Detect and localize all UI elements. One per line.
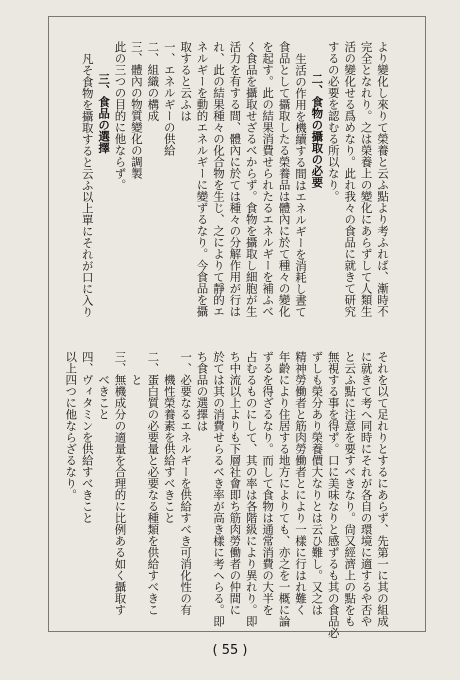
list-item: 二、蛋白質の必要量と必要なる種類を供給すべきこ (146, 351, 161, 616)
text-line: 年齡により住居する地方によりても、亦之を一概に論 (277, 351, 292, 627)
text-line: ち中流以上よりも下層社會即ち筋肉勞働者の仲間に (228, 351, 243, 616)
text-line: 此の三つの目的に他ならず。 (113, 41, 128, 191)
text-line: ち食品の選擇は (195, 351, 210, 432)
list-item: 一、必要なるエネルギーを供給すべき可消化性の有 (179, 351, 194, 616)
text-line: 完全となれり。之は榮養上の變化にあらずして人類生 (359, 41, 374, 317)
text-line: を起す。此の結果消費せられたるエネルギーを補ふべ (261, 41, 276, 317)
text-line: 於ては其の消費せらるべき率が高き樣に考へらる。即 (211, 351, 226, 627)
lower-text-block (63, 351, 391, 639)
list-item: 三、無機成分の適量を合理的に比例ある如く攝取す (113, 351, 128, 616)
text-line: 無視する事を得ず。口に美味なりと感ずるも其の食品必 (326, 351, 341, 639)
text-line: く食品を攝取せざるべからず。食物を攝取し細胞が生 (244, 41, 259, 317)
text-line: 精神勞働者と筋肉勞働者とにより一樣に行はれ難く (293, 351, 308, 616)
text-line: 生活の作用を機續する間はエネルギーを消耗し晝て (293, 53, 308, 318)
section-heading: 三、食品の選擇 (97, 73, 112, 154)
text-line: に就きて考へ同時にそれが各自の環境に適するや否や (359, 351, 374, 627)
text-line: それを以て足れりとするにあらず、先第一に其の組成 (376, 351, 390, 627)
text-line: れ、此の結果種々の化合物を生じ、之によりて靜的エ (211, 41, 226, 317)
text-line: 取すると云ふは (179, 41, 194, 122)
section-heading: 二、食物の攝取の必要 (310, 73, 325, 188)
text-line: より變化し來りて榮養と云ふ點より考ふれば、漸時不 (376, 41, 390, 317)
text-line: 占むるものにして、其の率は各階級により異れり。即 (244, 351, 259, 627)
text-line: ネルギーを動的エネルギーに變ずるなり。今食品を攝 (195, 41, 210, 317)
text-line: ずるを得ざるなり。而して食物は通常消費の大半を (261, 351, 276, 616)
text-line: と云ふ點に注意を要すべきなり。尙又經濟上の點をも (343, 351, 358, 627)
page-frame (48, 16, 426, 639)
list-item: 四、ヴィタミンを供給すべきこと (80, 351, 95, 524)
text-line: 活力を有する間、體內に於ては種々の分解作用が行は (228, 41, 243, 317)
text-line: 活の變化せる爲めなり。此れ我々の食品に就きて研究 (343, 41, 358, 317)
list-item: 三、體內の物質變化の調製 (129, 41, 144, 179)
text-line: 以上四つに他ならざるなり。 (64, 351, 79, 501)
list-item-continuation: と (129, 351, 144, 386)
list-item: 二、組織の構成 (146, 41, 161, 122)
page-number: ( 55 ) (212, 643, 248, 658)
text-line: ずしも榮分あり榮養價大なりとは云ひ難し。又之は (310, 351, 325, 616)
text-line: 凡そ食物を攝取すると云ふ以上單にそれが口に入り (80, 53, 95, 318)
text-line: するの必要を認むる所以なり。 (326, 41, 341, 202)
list-item: 一、エネルギーの供給 (162, 41, 177, 156)
list-item-continuation: べきこと (97, 351, 112, 420)
list-item-continuation: 機性榮養素を供給すべきこと (162, 351, 177, 524)
text-line: 食品として攝取したる榮養品は體內に於て種々の變化 (277, 41, 292, 317)
upper-text-block (79, 41, 391, 329)
